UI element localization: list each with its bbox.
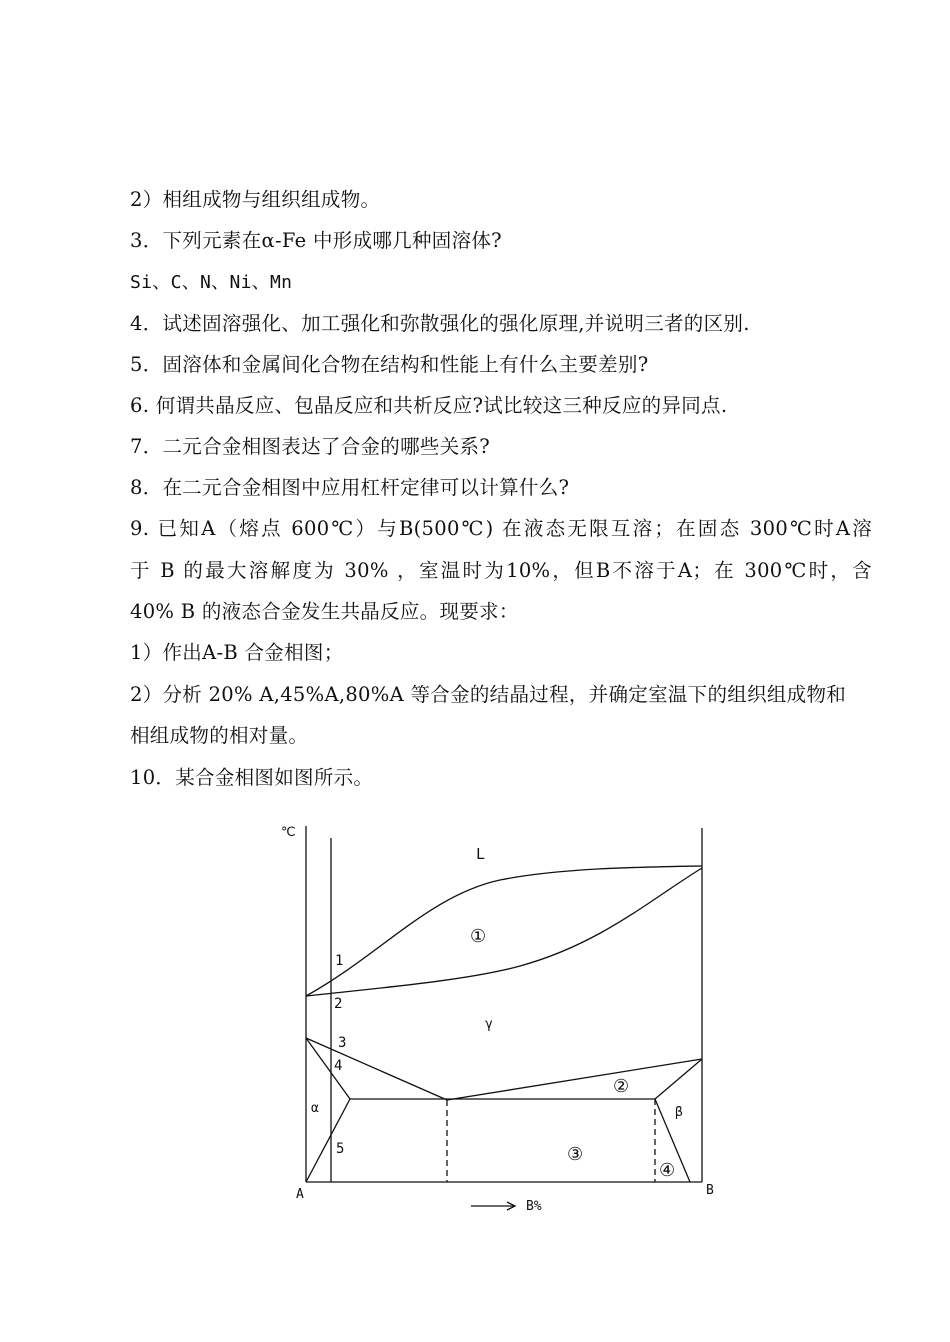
question-7: 7．二元合金相图表达了合金的哪些关系? xyxy=(130,435,491,458)
question-9-line-2: 于 B 的最大溶解度为 30% ，室温时为10%，但B不溶于A；在 300℃时，含 xyxy=(130,559,872,582)
question-10: 10．某合金相图如图所示。 xyxy=(130,766,374,789)
liquidus-curve xyxy=(306,866,702,996)
region-2-label: ② xyxy=(613,1076,630,1097)
composition-axis-label: B% xyxy=(526,1199,542,1214)
point-2-label: 2 xyxy=(334,996,343,1012)
beta-region-label: β xyxy=(675,1105,683,1120)
question-9-line-1: 9. 已知A（熔点 600℃）与B(500℃) 在液态无限互溶；在固态 300℃时A溶 xyxy=(130,517,872,540)
component-a-label: A xyxy=(296,1187,304,1202)
point-3-label: 3 xyxy=(338,1035,347,1051)
question-9-line-3: 40% B 的液态合金发生共晶反应。现要求： xyxy=(130,600,519,623)
question-3-elements: Si、C、N、Ni、Mn xyxy=(130,272,293,293)
region-4-label: ④ xyxy=(659,1160,676,1181)
region-1-label: ① xyxy=(470,926,487,947)
point-5-label: 5 xyxy=(336,1141,345,1157)
temperature-axis-label: ℃ xyxy=(281,825,296,840)
question-4: 4．试述固溶强化、加工强化和弥散强化的强化原理,并说明三者的区别. xyxy=(130,312,750,335)
point-4-label: 4 xyxy=(334,1058,343,1074)
point-1-label: 1 xyxy=(335,953,344,969)
alpha-boundary-top xyxy=(306,1038,447,1100)
question-2-part-2: 2）相组成物与组织组成物。 xyxy=(130,188,381,211)
region-3-label: ③ xyxy=(567,1144,584,1165)
question-5: 5．固溶体和金属间化合物在结构和性能上有什么主要差别? xyxy=(130,353,649,376)
question-8: 8．在二元合金相图中应用杠杆定律可以计算什么? xyxy=(130,476,570,499)
liquid-region-label: L xyxy=(476,845,486,863)
question-3: 3．下列元素在α-Fe 中形成哪几种固溶体? xyxy=(130,229,502,252)
question-9-part-2-line-2: 相组成物的相对量。 xyxy=(130,724,309,747)
beta-boundary-top xyxy=(447,1059,702,1100)
question-9-part-1: 1）作出A-B 合金相图； xyxy=(130,641,344,664)
gamma-region-label: γ xyxy=(485,1017,493,1032)
alpha-region-label: α xyxy=(311,1101,319,1116)
question-6: 6. 何谓共晶反应、包晶反应和共析反应?试比较这三种反应的异同点. xyxy=(130,394,728,417)
solidus-curve xyxy=(306,868,702,996)
question-9-part-2-line-1: 2）分析 20% A,45%A,80%A 等合金的结晶过程，并确定室温下的组织组成物和 xyxy=(130,683,847,706)
component-b-label: B xyxy=(706,1183,714,1198)
